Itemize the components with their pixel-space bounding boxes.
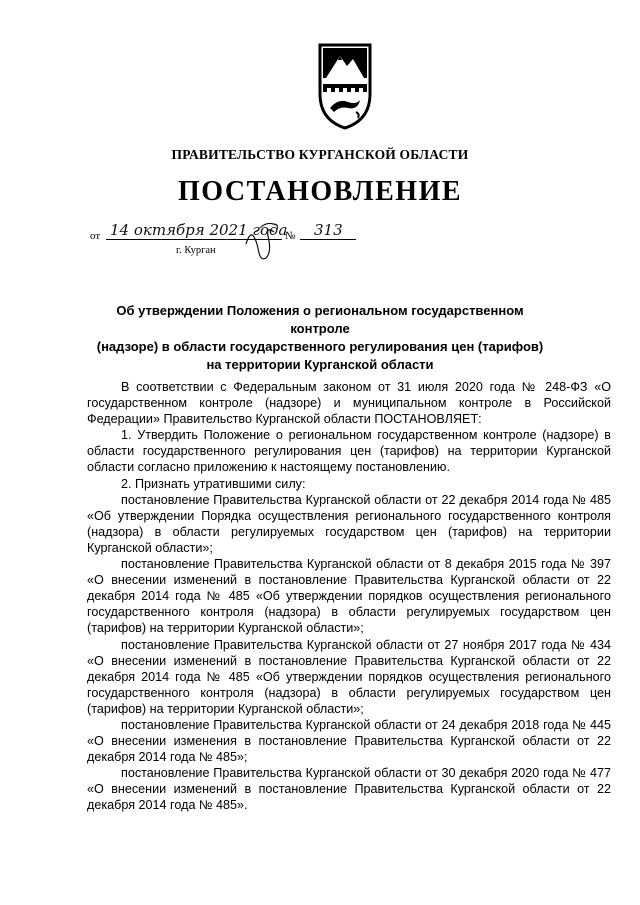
- government-name: ПРАВИТЕЛЬСТВО КУРГАНСКОЙ ОБЛАСТИ: [171, 147, 469, 162]
- city-label: г. Курган: [176, 245, 216, 256]
- coat-of-arms-icon: [316, 42, 374, 130]
- title-line: на территории Курганской области: [206, 357, 434, 372]
- document-title: [90, 302, 550, 374]
- item-1-paragraph: 1. Утвердить Положение о региональном государственном контроле (надзоре) в области государственного регулирования цен (тарифов) на территории Курганской области согласно приложению к настоящему постановлению.: [87, 428, 611, 475]
- repealed-act-paragraph: постановление Правительства Курганской области от 22 декабря 2014 года № 485 «Об утверждении Порядка осуществления регионального государственного контроля (надзора) в области регулируемых государством цен (тарифов) на территории Курганской области»;: [87, 492, 611, 555]
- repealed-act-paragraph: постановление Правительства Курганской области от 27 ноября 2017 года № 434 «О внесении изменений в постановление Правительства Курганской области от 22 декабря 2014 года № 485 «Об утверждении порядков осуществления регионального государственного контроля (надзора) в области регулируемых государством цен (тарифов) на территории Курганской области»;: [87, 637, 611, 716]
- number-sign: №: [285, 230, 296, 242]
- repealed-act-paragraph: постановление Правительства Курганской области от 8 декабря 2015 года № 397 «О внесении изменений в постановление Правительства Курганской области от 22 декабря 2014 года № 485 «Об утверждении порядков осуществления регионального государственного контроля (надзора) в области регулируемых государством цен (тарифов) на территории Курганской области»;: [87, 557, 611, 636]
- signature-stroke-icon: [238, 218, 308, 266]
- title-line: Об утверждении Положения о региональном государственном контроле: [116, 303, 524, 336]
- repealed-act-paragraph: постановление Правительства Курганской области от 30 декабря 2020 года № 477 «О внесении изменений в постановление Правительства Курганской области от 22 декабря 2014 года № 485».: [87, 766, 611, 813]
- handwritten-date: 14 октября 2021 года: [110, 221, 288, 239]
- repealed-act-paragraph: постановление Правительства Курганской области от 24 декабря 2018 года № 445 «О внесении изменения в постановление Правительства Курганской области от 22 декабря 2014 года № 485»;: [87, 717, 611, 765]
- dateline: [88, 218, 388, 258]
- number-underline: [300, 239, 356, 240]
- from-label: от: [90, 230, 101, 242]
- document-type-heading: ПОСТАНОВЛЕНИЕ: [177, 176, 463, 207]
- title-line: (надзоре) в области государственного регулирования цен (тарифов): [96, 339, 544, 354]
- handwritten-number: 313: [314, 221, 343, 239]
- document-body: [87, 379, 611, 814]
- preamble-paragraph: В соответствии с Федеральным законом от 31 июля 2020 года № 248-ФЗ «О государственном контроле (надзоре) и муниципальном контроле в Российской Федерации» Правительство Курганской области ПОСТАНОВЛЯЕТ:: [87, 380, 611, 427]
- item-2-paragraph: 2. Признать утратившими силу:: [121, 476, 306, 491]
